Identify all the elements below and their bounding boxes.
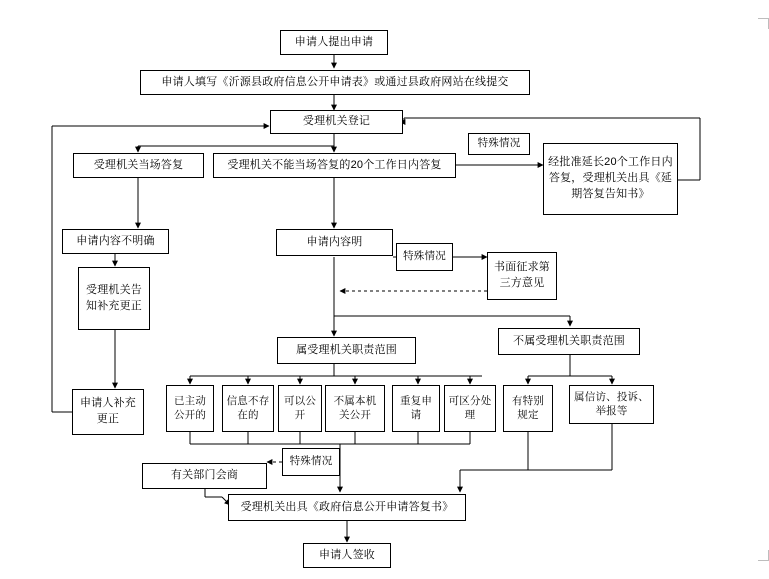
node-separable-handling: 可区分处理	[444, 385, 496, 432]
node-issue-reply-document: 受理机关出具《政府信息公开申请答复书》	[228, 494, 466, 521]
node-special-case-consultation: 特殊情况	[282, 448, 340, 476]
node-special-case-extension: 特殊情况	[468, 133, 530, 155]
page-corner-mark-top	[758, 18, 769, 29]
node-fill-application-form: 申请人填写《沂源县政府信息公开申请表》或通过县政府网站在线提交	[140, 70, 530, 95]
node-request-unclear: 申请内容不明确	[62, 229, 169, 254]
node-notify-supplement-correction: 受理机关告知补充更正	[78, 267, 150, 330]
node-written-third-party-opinion: 书面征求第三方意见	[487, 252, 557, 300]
node-applicant-supplement-correction: 申请人补充更正	[72, 389, 144, 435]
node-onsite-reply: 受理机关当场答复	[73, 153, 204, 178]
node-information-not-exist: 信息不存在的	[222, 385, 274, 432]
node-outside-agency-scope: 不属受理机关职责范围	[498, 328, 640, 355]
node-registration: 受理机关登记	[270, 110, 403, 134]
page-corner-mark-bottom	[758, 550, 769, 561]
node-petition-complaint-report: 属信访、投诉、举报等	[569, 385, 654, 424]
node-reply-within-20-days: 受理机关不能当场答复的20个工作日内答复	[213, 153, 456, 178]
node-duplicate-request: 重复申请	[392, 385, 440, 432]
node-applicant-submits: 申请人提出申请	[280, 30, 388, 55]
node-approved-extension-notice: 经批准延长20个工作日内答复，受理机关出具《延期答复告知书》	[543, 143, 678, 215]
node-request-clear: 申请内容明	[276, 229, 393, 256]
node-can-disclose: 可以公开	[278, 385, 322, 432]
node-applicant-receives: 申请人签收	[303, 543, 391, 568]
node-departments-consultation: 有关部门会商	[142, 463, 267, 489]
node-already-disclosed: 已主动公开的	[166, 385, 214, 432]
node-special-case-third-party: 特殊情况	[396, 243, 453, 271]
node-special-provision: 有特别规定	[503, 385, 553, 432]
node-within-agency-scope: 属受理机关职责范围	[277, 337, 416, 364]
node-not-this-agency: 不属本机关公开	[325, 385, 385, 432]
